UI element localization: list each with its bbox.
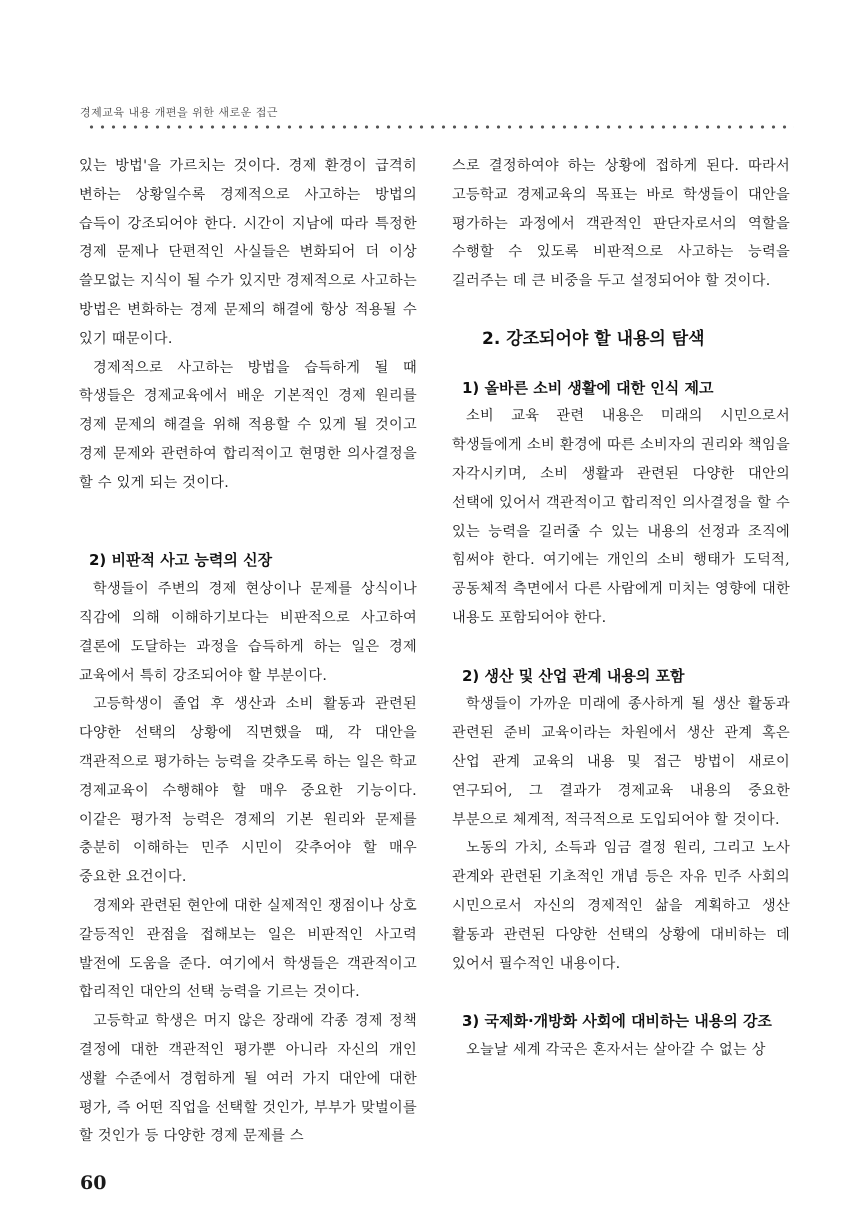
paragraph: 고등학교 학생은 머지 않은 장래에 각종 경제 정책 결정에 대한 객관적인 평가뿐 아니라 자신의 개인 생활 수준에서 경험하게 될 여러 가지 대안에 대한 평가, 즉 어떤 직업을 선택할 것인가, 부부가 맞벌이를 할 것인가 등 다양한 경제 문제를 스	[79, 1013, 417, 1145]
subsection-heading: 2) 비판적 사고 능력의 신장	[89, 551, 273, 570]
paragraph: 있는 방법'을 가르치는 것이다. 경제 환경이 급격히 변하는 상황일수록 경제적으로 사고하는 방법의 습득이 강조되어야 한다. 시간이 지남에 따라 특정한 경제 문제나 단편적인 사실들은 변화되어 더 이상 쓸모없는 지식이 될 수가 있지만 경제적으로 사고하는 방법은 변화하는 경제 문제의 해결에 항상 적용될 수 있기 때문이다.	[79, 158, 417, 347]
paragraph: 소비 교육 관련 내용은 미래의 시민으로서 학생들에게 소비 환경에 따른 소비자의 권리와 책임을 자각시키며, 소비 생활과 관련된 다양한 대안의 선택에 있어서 객관적이고 합리적인 의사결정을 할 수 있는 능력을 길러줄 수 있는 내용의 선정과 조직에 힘써야 한다. 여기에는 개인의 소비 행태가 도덕적, 공동체적 측면에서 다른 사람에게 미치는 영향에 대한 내용도 포함되어야 한다.	[452, 408, 790, 626]
subsection-heading: 3) 국제화·개방화 사회에 대비하는 내용의 강조	[462, 1012, 772, 1031]
left-column	[79, 152, 417, 1151]
paragraph: 고등학생이 졸업 후 생산과 소비 활동과 관련된 다양한 선택의 상황에 직면했을 때, 각 대안을 객관적으로 평가하는 능력을 갖추도록 하는 일은 학교 경제교육이 수행해야 할 매우 중요한 기능이다. 이같은 평가적 능력은 경제의 기본 원리와 문제를 충분히 이해하는 민주 시민이 갖추어야 할 매우 중요한 요건이다.	[79, 696, 417, 886]
right-column	[452, 152, 790, 1065]
paragraph: 학생들이 주변의 경제 현상이나 문제를 상식이나 직감에 의해 이해하기보다는 비판적으로 사고하여 결론에 도달하는 과정을 습득하게 하는 일은 경제 교육에서 특히 강조되어야 할 부분이다.	[79, 581, 417, 684]
dotted-rule	[86, 124, 794, 130]
running-head: 경제교육 내용 개편을 위한 새로운 접근	[80, 106, 278, 119]
paragraph: 학생들이 가까운 미래에 종사하게 될 생산 활동과 관련된 준비 교육이라는 차원에서 생산 관계 혹은 산업 관계 교육의 내용 및 접근 방법이 새로이 연구되어, 그 결과가 경제교육 내용의 중요한 부분으로 체계적, 적극적으로 도입되어야 할 것이다.	[452, 696, 790, 828]
paragraph: 오늘날 세계 각국은 혼자서는 살아갈 수 없는 상	[466, 1041, 766, 1058]
paragraph: 스로 결정하여야 하는 상황에 접하게 된다. 따라서 고등학교 경제교육의 목표는 바로 학생들이 대안을 평가하는 과정에서 객관적인 판단자로서의 역할을 수행할 수 있도록 비판적으로 사고하는 능력을 길러주는 데 큰 비중을 두고 설정되어야 할 것이다.	[452, 158, 790, 290]
subsection-heading: 1) 올바른 소비 생활에 대한 인식 제고	[462, 378, 714, 397]
paragraph: 노동의 가치, 소득과 임금 결정 원리, 그리고 노사 관계와 관련된 기초적인 개념 등은 자유 민주 사회의 시민으로서 자신의 경제적인 삶을 계획하고 생산 활동과 관련된 다양한 선택의 상황에 대비하는 데 있어서 필수적인 내용이다.	[452, 840, 790, 972]
section-heading: 2. 강조되어야 할 내용의 탐색	[482, 328, 705, 349]
page-number: 60	[80, 1172, 107, 1194]
paragraph: 경제적으로 사고하는 방법을 습득하게 될 때 학생들은 경제교육에서 배운 기본적인 경제 원리를 경제 문제의 해결을 위해 적용할 수 있게 될 것이고 경제 문제와 관련하여 합리적이고 현명한 의사결정을 할 수 있게 되는 것이다.	[79, 359, 417, 491]
paragraph: 경제와 관련된 현안에 대한 실제적인 쟁점이나 상호 갈등적인 관점을 접해보는 일은 비판적인 사고력 발전에 도움을 준다. 여기에서 학생들은 객관적이고 합리적인 대안의 선택 능력을 기르는 것이다.	[79, 897, 417, 1001]
subsection-heading: 2) 생산 및 산업 관계 내용의 포함	[462, 666, 685, 685]
